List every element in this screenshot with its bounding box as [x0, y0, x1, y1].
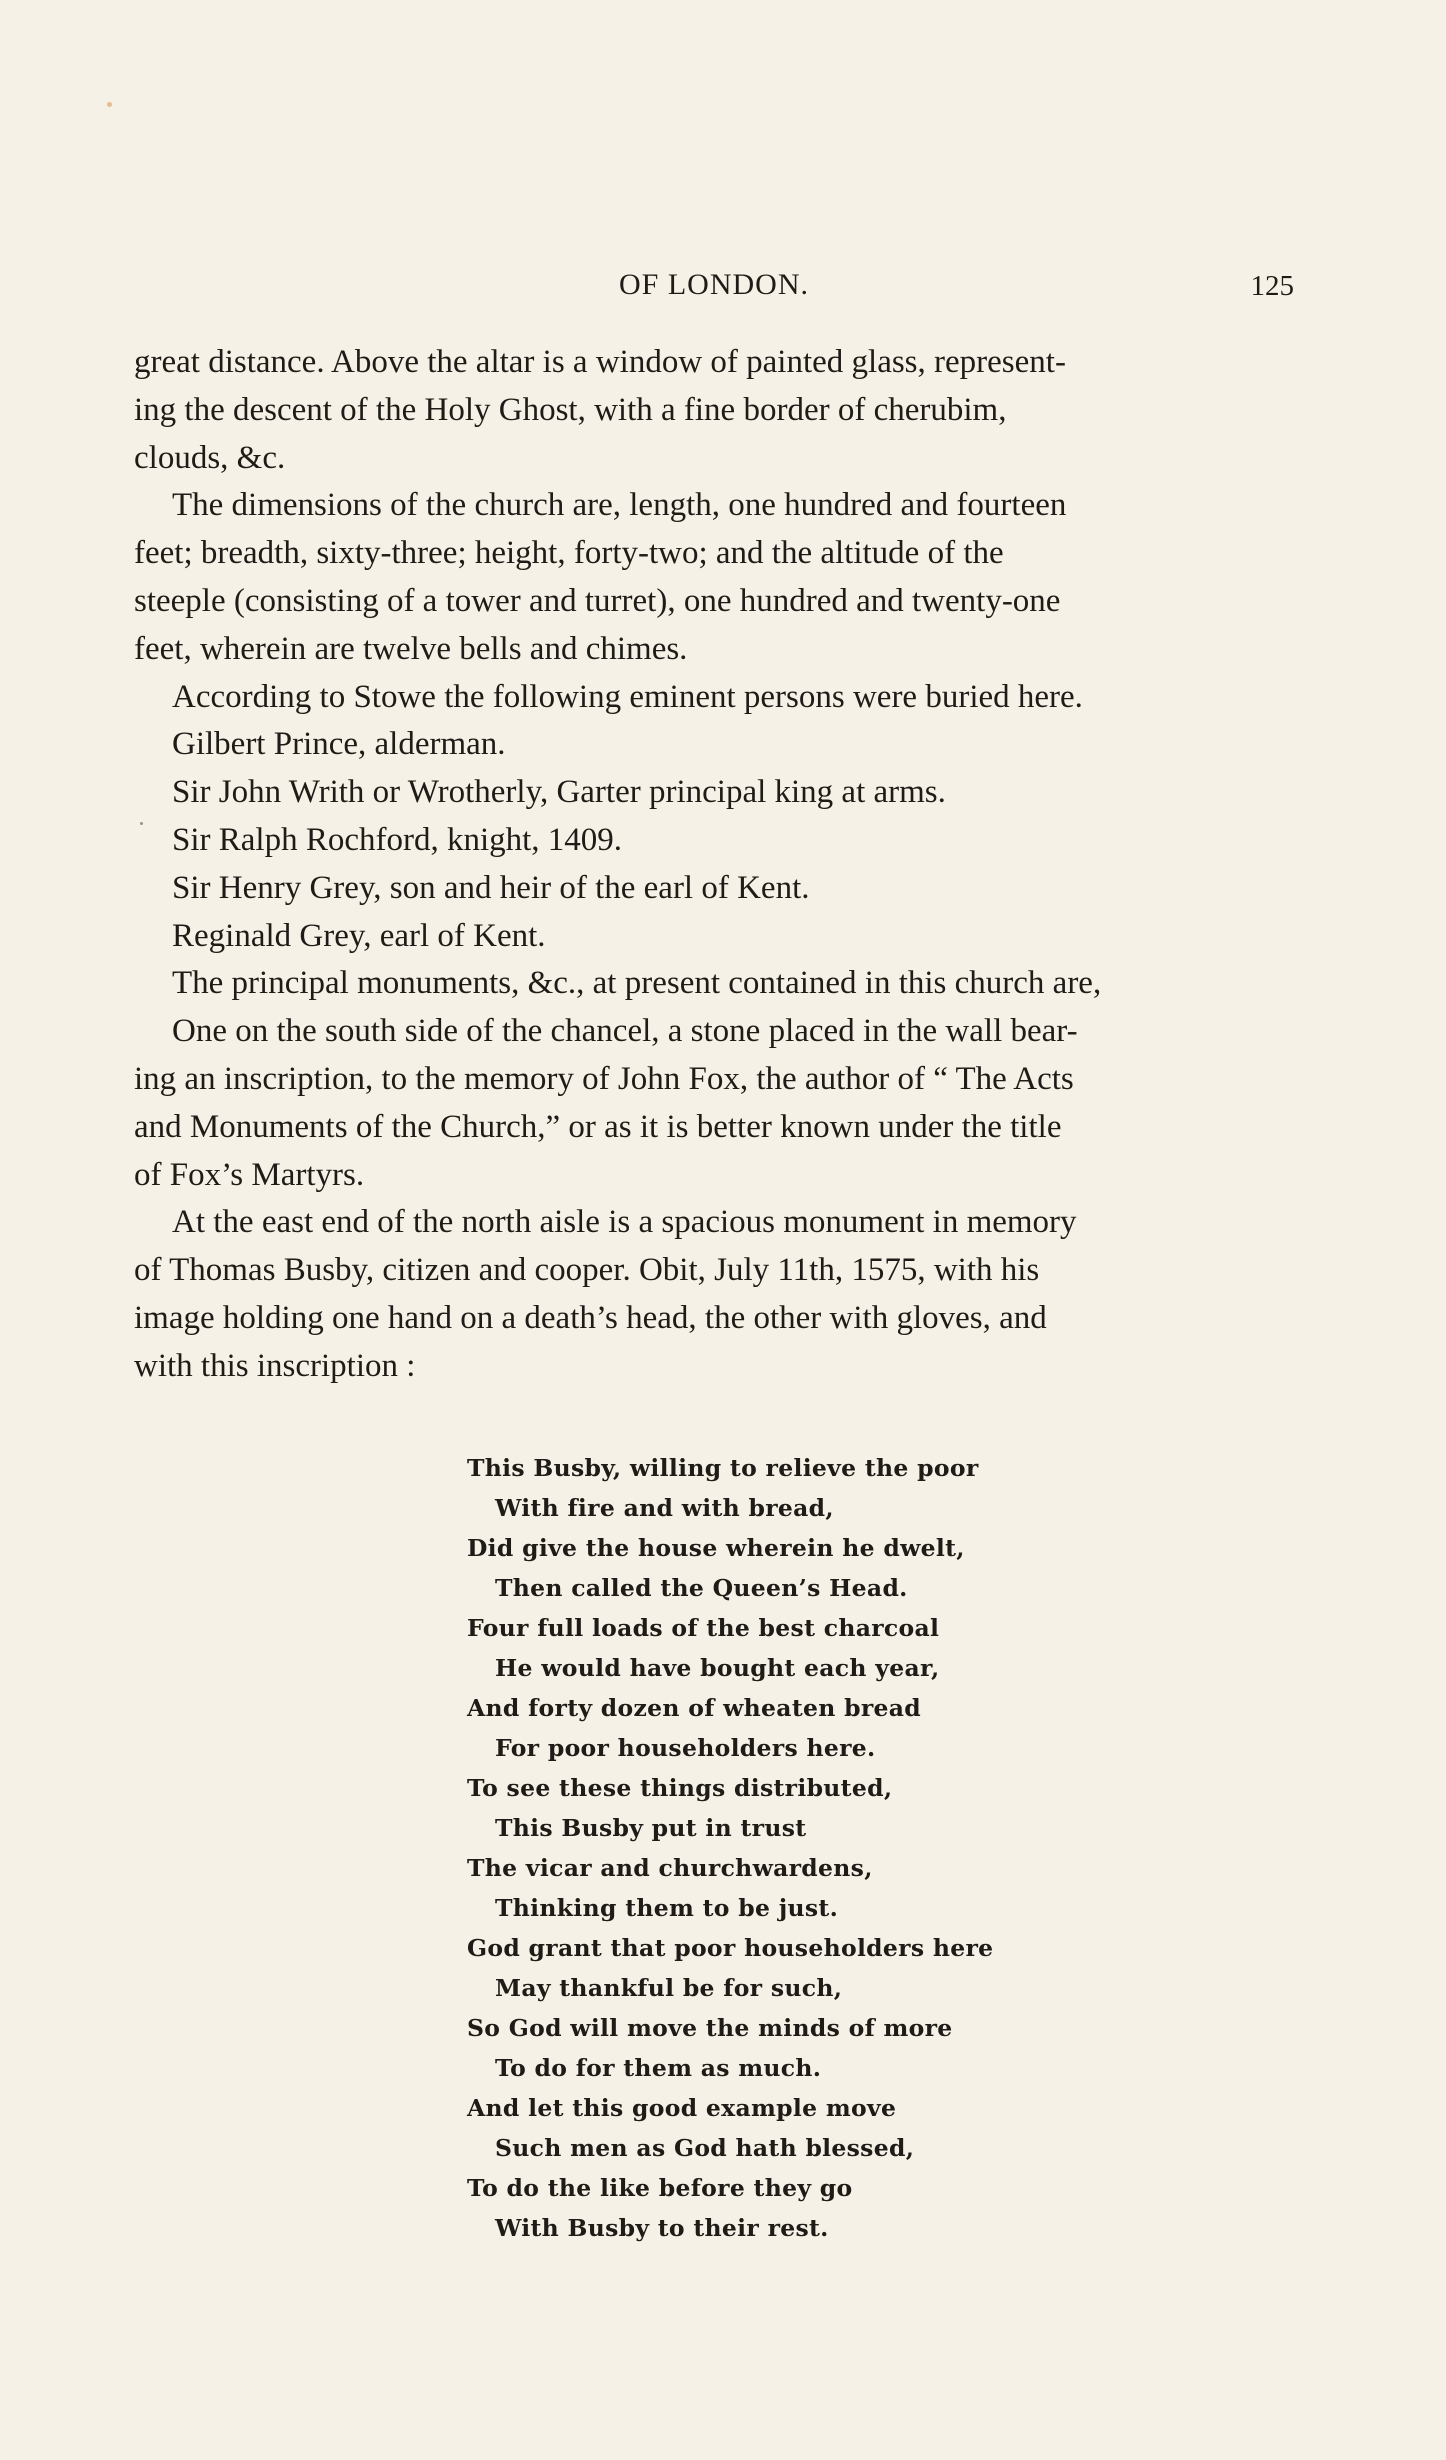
- poem-line: And let this good example move: [467, 2094, 897, 2122]
- poem-line: To do for them as much.: [495, 2054, 822, 2082]
- poem-line: May thankful be for such,: [495, 1974, 843, 2002]
- poem-line: Did give the house wherein he dwelt,: [467, 1534, 965, 1562]
- text-line: with this inscription :: [134, 1347, 416, 1384]
- poem-line: The vicar and churchwardens,: [467, 1854, 873, 1882]
- busby-inscription: [467, 1448, 1027, 2248]
- list-item: Sir Ralph Rochford, knight, 1409.: [172, 821, 623, 858]
- paragraph: [134, 1008, 1294, 1199]
- text-line: According to Stowe the following eminent persons were buried here.: [172, 678, 1083, 715]
- poem-line: With Busby to their rest.: [495, 2214, 829, 2242]
- text-line: and Monuments of the Church,” or as it is better known under the title: [134, 1108, 1062, 1145]
- text-line: clouds, &c.: [134, 439, 286, 476]
- page-header: [134, 268, 1294, 308]
- list-item: Reginald Grey, earl of Kent.: [172, 917, 546, 954]
- paragraph: [134, 960, 1294, 1008]
- text-line: great distance. Above the altar is a window of painted glass, represent-: [134, 344, 1066, 380]
- text-line: ing the descent of the Holy Ghost, with a fine border of cherubim,: [134, 391, 1007, 428]
- list-item: Gilbert Prince, alderman.: [172, 726, 506, 763]
- paper-speck: [107, 102, 112, 107]
- paragraph: [134, 339, 1294, 482]
- paragraph: [134, 482, 1294, 673]
- running-head: OF LONDON.: [619, 268, 809, 301]
- poem-line: Then called the Queen’s Head.: [495, 1574, 908, 1602]
- poem-line: And forty dozen of wheaten bread: [467, 1694, 922, 1722]
- poem-line: With fire and with bread,: [495, 1494, 834, 1522]
- text-line: At the east end of the north aisle is a spacious monument in memory: [172, 1204, 1077, 1241]
- poem-line: God grant that poor householders here: [467, 1934, 994, 1962]
- text-line: of Thomas Busby, citizen and cooper. Obit, July 11th, 1575, with his: [134, 1252, 1040, 1289]
- text-line: The principal monuments, &c., at present contained in this church are,: [172, 965, 1102, 1002]
- poem-line: To see these things distributed,: [467, 1774, 893, 1802]
- paragraph: [134, 674, 1294, 722]
- poem-line: For poor householders here.: [495, 1734, 876, 1762]
- paragraph: [134, 1199, 1294, 1390]
- page-number: 125: [1250, 270, 1294, 302]
- text-line: One on the south side of the chancel, a stone placed in the wall bear-: [172, 1013, 1078, 1050]
- poem-line: This Busby, willing to relieve the poor: [467, 1454, 979, 1482]
- poem-line: Four full loads of the best charcoal: [467, 1614, 940, 1642]
- text-line: feet, wherein are twelve bells and chimes.: [134, 630, 688, 667]
- burial-list: [134, 721, 1294, 960]
- poem-line: Thinking them to be just.: [495, 1894, 839, 1922]
- text-line: feet; breadth, sixty-three; height, forty-two; and the altitude of the: [134, 535, 1004, 572]
- list-item: Sir John Writh or Wrotherly, Garter principal king at arms.: [172, 774, 946, 811]
- list-item: Sir Henry Grey, son and heir of the earl of Kent.: [172, 869, 810, 906]
- poem-line: So God will move the minds of more: [467, 2014, 953, 2042]
- text-line: of Fox’s Martyrs.: [134, 1156, 365, 1193]
- poem-line: He would have bought each year,: [495, 1654, 940, 1682]
- poem-line: To do the like before they go: [467, 2174, 853, 2202]
- text-line: image holding one hand on a death’s head, the other with gloves, and: [134, 1299, 1047, 1336]
- text-line: steeple (consisting of a tower and turret), one hundred and twenty-one: [134, 582, 1061, 619]
- text-line: The dimensions of the church are, length, one hundred and fourteen: [172, 487, 1067, 524]
- text-line: ing an inscription, to the memory of John Fox, the author of “ The Acts: [134, 1060, 1074, 1097]
- body-text: [134, 339, 1294, 1391]
- poem-line: Such men as God hath blessed,: [495, 2134, 915, 2162]
- poem-line: This Busby put in trust: [495, 1814, 807, 1842]
